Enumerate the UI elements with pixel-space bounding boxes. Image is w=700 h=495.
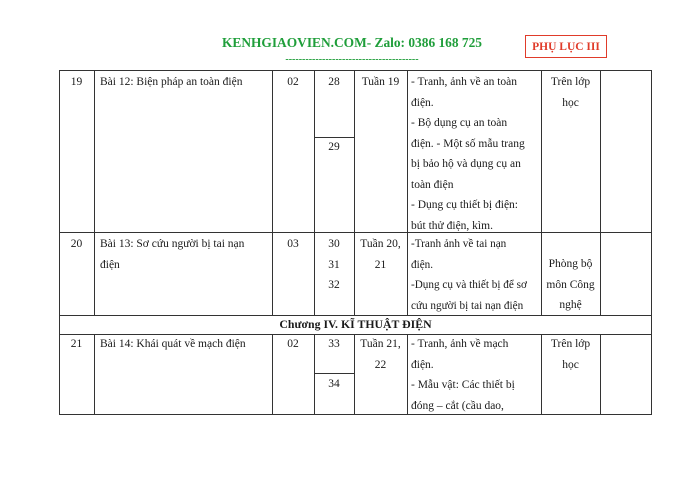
equip-line: - Tranh, ảnh về mạch xyxy=(411,338,509,350)
row-21-tiet-b: 34 xyxy=(328,378,340,390)
border-top xyxy=(59,70,652,71)
border-right xyxy=(651,70,652,415)
place-line: học xyxy=(562,358,579,371)
tiet-line: 30 xyxy=(328,238,340,250)
tiet-line: 32 xyxy=(328,279,340,291)
equip-line: điện. xyxy=(411,258,434,271)
equip-line: điện. - Một số mẫu trang xyxy=(411,137,525,150)
lesson-table xyxy=(59,70,652,415)
equip-line: bị bảo hộ và dụng cụ an xyxy=(411,158,521,170)
row-19-equipment xyxy=(411,72,537,236)
place-line: Trên lớp xyxy=(550,338,591,350)
col-7 xyxy=(600,70,601,315)
site-title: KENHGIAOVIEN.COM- Zalo: 0386 168 725 xyxy=(222,35,483,50)
equip-line: đóng – cắt (cầu dao, xyxy=(411,399,504,412)
row-21-equipment xyxy=(411,334,537,416)
row-19-tiet-b: 29 xyxy=(328,141,340,153)
tiet-line: 31 xyxy=(328,258,340,271)
row-19-stt: 19 xyxy=(70,76,83,88)
row-19-periods: 02 xyxy=(287,76,299,88)
place-line: Phòng bộ xyxy=(548,258,593,270)
row-20-tiet xyxy=(314,234,354,296)
lesson-text: Bài 13: Sơ cứu người bị tai nạn xyxy=(100,238,245,250)
row-20-equipment xyxy=(411,234,539,316)
row-20-periods: 03 xyxy=(287,238,299,250)
site-header xyxy=(222,35,482,64)
col-2 xyxy=(272,70,273,315)
equip-line: điện. xyxy=(411,358,434,371)
row-21-stt: 21 xyxy=(70,338,83,350)
col-4 xyxy=(354,70,355,315)
appendix-badge: PHỤ LỤC III xyxy=(525,35,607,58)
equip-line: - Dụng cụ thiết bị điện: xyxy=(411,199,518,211)
equip-line: -Tranh ảnh về tai nạn xyxy=(411,238,507,250)
week-line: Tuần 21, xyxy=(360,338,401,350)
col-1b xyxy=(94,334,95,415)
row-19-tiet-a: 28 xyxy=(328,76,340,88)
equip-line: cứu người bị tai nạn điện xyxy=(411,299,524,312)
equip-line: bút thử điện, kìm. xyxy=(411,219,493,232)
row-19-lesson: Bài 12: Biện pháp an toàn điện xyxy=(100,76,243,88)
equip-line: toàn điện xyxy=(411,178,454,191)
row-20-place xyxy=(541,254,600,316)
row-21-tiet-a: 33 xyxy=(328,338,340,350)
week-line: 21 xyxy=(374,258,387,271)
row-21-place xyxy=(541,334,600,375)
col-7b xyxy=(600,334,601,415)
chapter-heading: Chương IV. KĨ THUẬT ĐIỆN xyxy=(279,317,432,331)
equip-line: -Dụng cụ và thiết bị để sơ xyxy=(411,279,527,291)
equip-line: - Mẫu vật: Các thiết bị xyxy=(411,379,515,391)
col-5b xyxy=(407,334,408,415)
equip-line: - Tranh, ảnh về an toàn xyxy=(411,76,518,88)
lesson-line-1 xyxy=(100,234,268,255)
equip-line: điện. xyxy=(411,96,434,109)
row-19-place xyxy=(541,72,600,113)
row-21-periods: 02 xyxy=(287,338,299,350)
header-underline: ---------------------------------------- xyxy=(285,55,419,64)
row-21-lesson: Bài 14: Khái quát về mạch điện xyxy=(100,338,246,350)
week-line: 22 xyxy=(374,358,387,371)
border-row-20 xyxy=(59,232,652,233)
place-line: Trên lớp xyxy=(550,76,591,88)
row-19-week: Tuần 19 xyxy=(361,76,400,88)
place-line: học xyxy=(562,96,579,109)
col-1 xyxy=(94,70,95,315)
row-20-lesson xyxy=(100,234,268,275)
col-5 xyxy=(407,70,408,315)
lesson-line-2: điện xyxy=(100,258,120,271)
border-bottom xyxy=(59,414,652,415)
equip-line: - Bộ dụng cụ an toàn xyxy=(411,117,508,129)
row-20-week xyxy=(354,234,407,275)
week-line: Tuần 20, xyxy=(360,238,401,250)
row-21-week xyxy=(354,334,407,375)
place-line: môn Công xyxy=(546,278,595,291)
row-20-stt: 20 xyxy=(70,238,83,250)
place-line: nghệ xyxy=(559,299,582,311)
